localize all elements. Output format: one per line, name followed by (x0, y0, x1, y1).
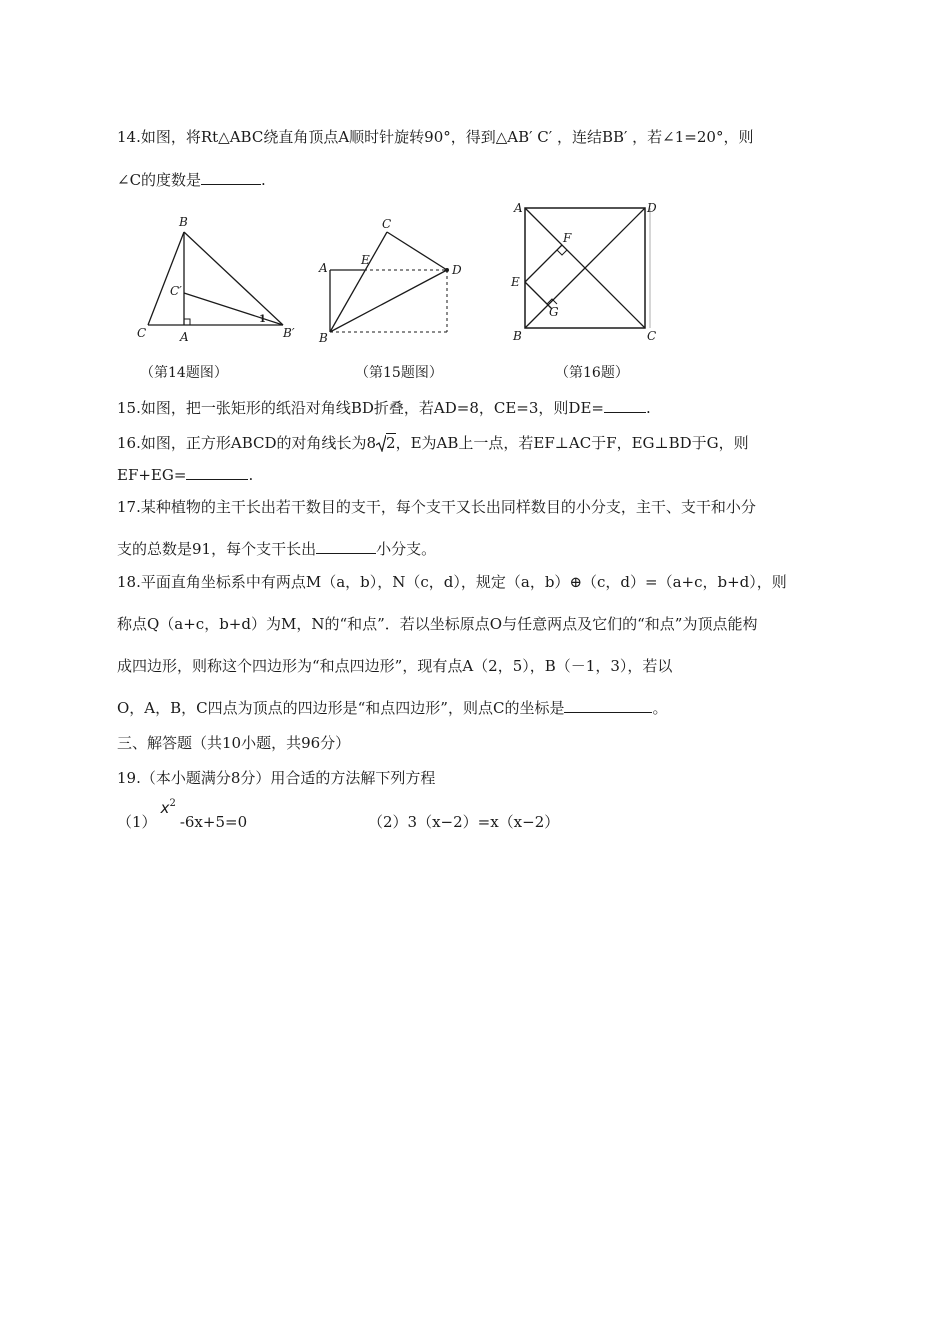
fig14-label-c: C (137, 326, 147, 340)
fig15-label-b: B (319, 331, 328, 345)
q19-p1-var: x (160, 799, 170, 817)
q17-end: 小分支。 (376, 540, 437, 558)
q14-answer-blank[interactable] (201, 170, 261, 185)
q14-end: . (261, 171, 266, 189)
figure-15 (316, 215, 466, 345)
q16-line-2 (117, 465, 253, 485)
fig16-label-d: D (647, 201, 657, 215)
q15-line (117, 398, 651, 418)
figure-16 (505, 198, 665, 348)
q15-answer-blank[interactable] (604, 398, 646, 413)
fig15-label-d: D (452, 263, 462, 277)
q16-answer-blank[interactable] (186, 465, 248, 480)
q16-text-pre: 16.如图，正方形ABCD的对角线长为8 (117, 434, 377, 452)
fig15-label-a: A (319, 261, 328, 275)
q16-line-1 (117, 433, 749, 453)
sqrt-symbol (376, 433, 396, 453)
q19-p1-exp: 2 (169, 798, 176, 809)
q18-end: 。 (652, 699, 668, 717)
fig14-label-angle1: 1 (259, 314, 266, 325)
q16-text-b: EF+EG= (117, 466, 187, 484)
fig16-label-g: G (549, 305, 559, 319)
q16-text-post: ，E为AB上一点，若EF⊥AC于F，EG⊥BD于G，则 (395, 434, 749, 452)
fig15-label-e: E (361, 253, 370, 267)
fig16-label-a: A (514, 201, 523, 215)
fig16-caption: （第16题） (555, 365, 629, 381)
q14-line-1: 14.如图，将Rt△ABC绕直角顶点A顺时针旋转90°，得到△AB′ C′ ，连结BB′ ，若∠1=20°，则 (117, 128, 754, 146)
fig14-label-b: B (179, 215, 188, 229)
q17-answer-blank[interactable] (316, 539, 376, 554)
fig14-label-cprime: C′ (170, 284, 182, 298)
fig15-caption: （第15题图） (355, 365, 443, 381)
q18-line-2: 称点Q（a+c，b+d）为M，N的“和点”．若以坐标原点O与任意两点及它们的“和点”为顶点能构 (117, 615, 758, 633)
figure-14 (135, 215, 300, 345)
q18-line-3: 成四边形，则称这个四边形为“和点四边形”，现有点A（2，5），B（－1，3），若以 (117, 657, 673, 675)
fig16-label-f: F (563, 231, 572, 245)
q19-title: 19.（本小题满分8分）用合适的方法解下列方程 (117, 769, 436, 787)
fig14-label-a: A (180, 330, 189, 344)
q18-line-1: 18.平面直角坐标系中有两点M（a，b），N（c，d），规定（a，b）⊕（c，d）=（a+c，b+d），则 (117, 573, 787, 591)
fig16-label-e: E (511, 275, 520, 289)
q19-p1-label: （1） (117, 813, 157, 831)
fig16-label-c: C (647, 329, 657, 343)
q18-answer-blank[interactable] (564, 698, 652, 713)
q15-text: 15.如图，把一张矩形的纸沿对角线BD折叠，若AD=8，CE=3，则DE= (117, 399, 604, 417)
q18-text-4: O，A，B，C四点为顶点的四边形是“和点四边形”，则点C的坐标是 (117, 699, 565, 717)
sqrt-value: 2 (386, 434, 396, 452)
q19-p1-rest: -6x+5=0 (179, 813, 248, 831)
q17-text-b: 支的总数是91，每个支干长出 (117, 540, 317, 558)
q17-line-1: 17.某种植物的主干长出若干数目的支干，每个支干又长出同样数目的小分支，主干、支干和小分 (117, 498, 756, 516)
section-3-heading: 三、解答题（共10小题，共96分） (117, 734, 351, 752)
q17-line-2 (117, 539, 436, 559)
q19-part-1 (117, 798, 248, 835)
fig14-caption: （第14题图） (140, 365, 228, 381)
q19-part-2: （2）3（x−2）=x（x−2） (368, 813, 560, 831)
q14-line-2 (117, 170, 266, 190)
q15-end: . (645, 399, 651, 417)
q14-text: ∠C的度数是 (117, 171, 202, 189)
fig15-label-c: C (382, 217, 392, 231)
q16-end: . (248, 466, 254, 484)
fig14-label-bprime: B′ (283, 326, 295, 340)
q18-line-4 (117, 698, 667, 718)
fig16-label-b: B (513, 329, 522, 343)
